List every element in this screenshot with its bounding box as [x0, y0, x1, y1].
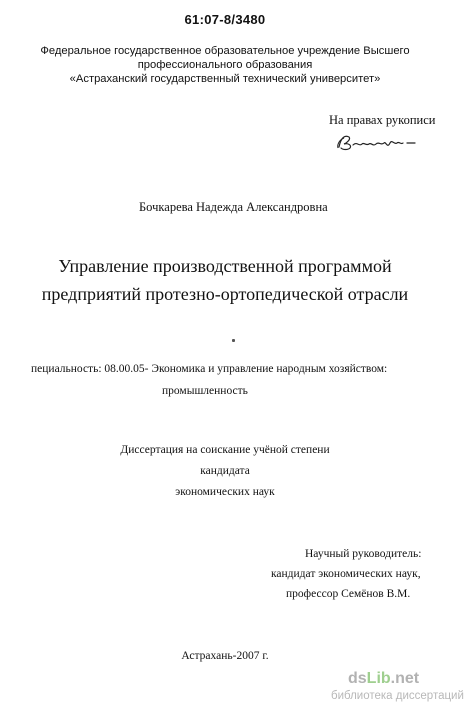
- archive-code: 61:07-8/3480: [184, 12, 266, 27]
- specialty-line-1: пециальность: 08.00.05- Экономика и управление народным хозяйством:: [31, 363, 388, 375]
- title-line-1: Управление производственной программой: [58, 256, 392, 276]
- manuscript-rights-label: На правах рукописи: [329, 113, 436, 127]
- supervisor-label: Научный руководитель:: [305, 548, 422, 560]
- dissertation-line-1: Диссертация на соискание учёной степени: [120, 444, 330, 456]
- dissertation-line-3: экономических наук: [175, 486, 275, 498]
- dissertation-line-2: кандидата: [200, 465, 250, 477]
- dslib-watermark-subtitle: библиотека диссертаций: [331, 690, 464, 702]
- author-name: Бочкарева Надежда Александровна: [139, 200, 328, 214]
- institution-line-1: Федеральное государственное образовательное учреждение Высшего: [40, 45, 410, 57]
- supervisor-name: профессор Семёнов В.М.: [286, 588, 411, 600]
- scan-speck: [232, 339, 235, 342]
- watermark-logo-net: .net: [390, 670, 420, 687]
- dslib-watermark-logo: [348, 670, 419, 688]
- institution-line-3: «Астраханский государственный технический университет»: [69, 73, 381, 85]
- watermark-logo-lib: Lib: [366, 670, 391, 687]
- institution-line-2: профессионального образования: [137, 59, 313, 71]
- supervisor-degree: кандидат экономических наук,: [271, 568, 421, 580]
- specialty-line-2: промышленность: [162, 385, 248, 397]
- title-line-2: предприятий протезно-ортопедической отрасли: [41, 284, 409, 304]
- watermark-logo-ds: ds: [348, 670, 367, 687]
- city-year: Астрахань-2007 г.: [181, 650, 269, 662]
- handwritten-signature: [335, 131, 425, 153]
